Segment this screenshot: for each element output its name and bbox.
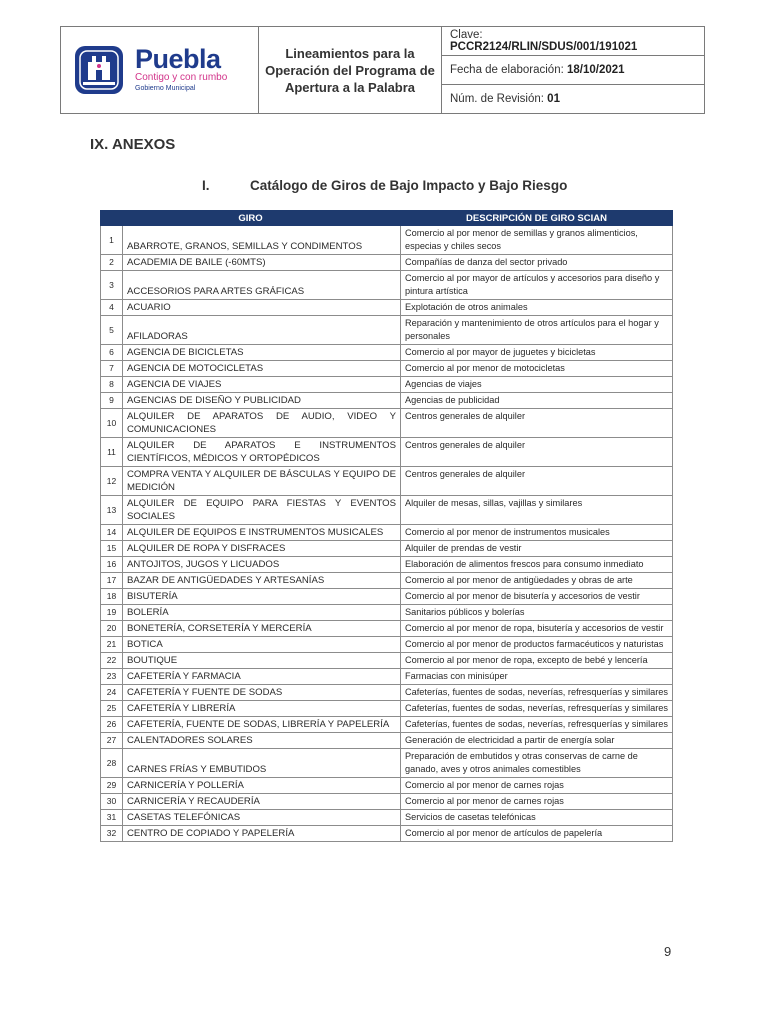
table-row <box>101 621 673 637</box>
row-descripcion: Generación de electricidad a partir de energía solar <box>401 733 673 749</box>
row-number: 13 <box>101 496 123 525</box>
row-descripcion: Centros generales de alquiler <box>401 409 673 438</box>
row-descripcion: Comercio al por menor de antigüedades y obras de arte <box>401 573 673 589</box>
giros-table <box>100 210 673 842</box>
fecha-row <box>442 56 704 85</box>
row-number: 17 <box>101 573 123 589</box>
clave-value: PCCR2124/RLIN/SDUS/001/191021 <box>450 41 638 53</box>
row-descripcion: Cafeterías, fuentes de sodas, neverías, refresquerías y similares <box>401 701 673 717</box>
row-giro: ALQUILER DE ROPA Y DISFRACES <box>123 541 401 557</box>
row-giro: AFILADORAS <box>123 316 401 345</box>
subsection-title <box>202 178 567 193</box>
row-descripcion: Explotación de otros animales <box>401 300 673 316</box>
table-row <box>101 653 673 669</box>
row-giro: ALQUILER DE APARATOS E INSTRUMENTOS CIENTÍFICOS, MÉDICOS Y ORTOPÉDICOS <box>123 438 401 467</box>
table-header-row <box>101 211 673 226</box>
row-giro: AGENCIA DE VIAJES <box>123 377 401 393</box>
row-number: 23 <box>101 669 123 685</box>
row-giro: AGENCIA DE MOTOCICLETAS <box>123 361 401 377</box>
row-descripcion: Comercio al por menor de artículos de papelería <box>401 826 673 842</box>
row-giro: ANTOJITOS, JUGOS Y LICUADOS <box>123 557 401 573</box>
row-descripcion: Agencias de publicidad <box>401 393 673 409</box>
row-giro: CAFETERÍA Y FARMACIA <box>123 669 401 685</box>
row-giro: ALQUILER DE EQUIPOS E INSTRUMENTOS MUSICALES <box>123 525 401 541</box>
row-descripcion: Comercio al por menor de semillas y granos alimenticios, especias y chiles secos <box>401 226 673 255</box>
row-giro: BISUTERÍA <box>123 589 401 605</box>
table-row <box>101 589 673 605</box>
row-giro: ACUARIO <box>123 300 401 316</box>
row-giro: COMPRA VENTA Y ALQUILER DE BÁSCULAS Y EQUIPO DE MEDICIÓN <box>123 467 401 496</box>
table-row <box>101 271 673 300</box>
row-descripcion: Cafeterías, fuentes de sodas, neverías, refresquerías y similares <box>401 685 673 701</box>
table-row <box>101 749 673 778</box>
table-body <box>101 226 673 842</box>
table-row <box>101 733 673 749</box>
table-row <box>101 393 673 409</box>
table-row <box>101 467 673 496</box>
row-descripcion: Comercio al por menor de carnes rojas <box>401 778 673 794</box>
table-row <box>101 361 673 377</box>
row-giro: BOUTIQUE <box>123 653 401 669</box>
table-row <box>101 438 673 467</box>
row-giro: ACADEMIA DE BAILE (-60MTS) <box>123 255 401 271</box>
row-giro: CALENTADORES SOLARES <box>123 733 401 749</box>
row-number: 18 <box>101 589 123 605</box>
row-descripcion: Comercio al por menor de productos farmacéuticos y naturistas <box>401 637 673 653</box>
table-row <box>101 300 673 316</box>
row-giro: CARNICERÍA Y POLLERÍA <box>123 778 401 794</box>
table-row <box>101 717 673 733</box>
row-descripcion: Centros generales de alquiler <box>401 467 673 496</box>
row-descripcion: Alquiler de mesas, sillas, vajillas y similares <box>401 496 673 525</box>
row-giro: BOTICA <box>123 637 401 653</box>
table-row <box>101 541 673 557</box>
row-number: 7 <box>101 361 123 377</box>
brand-tagline: Contigo y con rumbo <box>135 72 228 83</box>
row-number: 2 <box>101 255 123 271</box>
brand-government: Gobierno Municipal <box>135 85 196 92</box>
table-row <box>101 316 673 345</box>
row-descripcion: Comercio al por menor de bisutería y accesorios de vestir <box>401 589 673 605</box>
subsection-number: I. <box>202 178 210 193</box>
row-giro: BAZAR DE ANTIGÜEDADES Y ARTESANÍAS <box>123 573 401 589</box>
row-giro: CAFETERÍA, FUENTE DE SODAS, LIBRERÍA Y PAPELERÍA <box>123 717 401 733</box>
row-giro: CAFETERÍA Y LIBRERÍA <box>123 701 401 717</box>
subsection-text: Catálogo de Giros de Bajo Impacto y Bajo Riesgo <box>250 178 568 193</box>
table-row <box>101 409 673 438</box>
revision-row <box>442 85 704 113</box>
row-number: 26 <box>101 717 123 733</box>
header-descripcion: DESCRIPCIÓN DE GIRO SCIAN <box>401 211 673 226</box>
logo-block <box>61 27 259 113</box>
row-descripcion: Comercio al por mayor de artículos y accesorios para diseño y pintura artística <box>401 271 673 300</box>
row-descripcion: Cafeterías, fuentes de sodas, neverías, refresquerías y similares <box>401 717 673 733</box>
header-giro: GIRO <box>101 211 401 226</box>
row-descripcion: Servicios de casetas telefónicas <box>401 810 673 826</box>
row-giro: AGENCIAS DE DISEÑO Y PUBLICIDAD <box>123 393 401 409</box>
row-descripcion: Sanitarios públicos y bolerías <box>401 605 673 621</box>
row-giro: BONETERÍA, CORSETERÍA Y MERCERÍA <box>123 621 401 637</box>
row-giro: AGENCIA DE BICICLETAS <box>123 345 401 361</box>
document-header <box>60 26 705 114</box>
page-number: 9 <box>664 944 672 959</box>
clave-row <box>442 27 704 56</box>
row-giro: CASETAS TELEFÓNICAS <box>123 810 401 826</box>
row-descripcion: Comercio al por mayor de juguetes y bicicletas <box>401 345 673 361</box>
clave-label: Clave: <box>450 29 483 41</box>
table-row <box>101 605 673 621</box>
table-row <box>101 778 673 794</box>
table-row <box>101 810 673 826</box>
row-number: 20 <box>101 621 123 637</box>
row-descripcion: Reparación y mantenimiento de otros artículos para el hogar y personales <box>401 316 673 345</box>
row-number: 15 <box>101 541 123 557</box>
table-row <box>101 345 673 361</box>
row-number: 22 <box>101 653 123 669</box>
row-giro: CENTRO DE COPIADO Y PAPELERÍA <box>123 826 401 842</box>
table-row <box>101 496 673 525</box>
document-title: Lineamientos para la Operación del Programa de Apertura a la Palabra <box>259 27 442 113</box>
document-meta <box>442 27 704 113</box>
row-descripcion: Centros generales de alquiler <box>401 438 673 467</box>
table-row <box>101 573 673 589</box>
row-number: 11 <box>101 438 123 467</box>
row-descripcion: Comercio al por menor de instrumentos musicales <box>401 525 673 541</box>
row-descripcion: Compañías de danza del sector privado <box>401 255 673 271</box>
row-descripcion: Comercio al por menor de ropa, bisutería y accesorios de vestir <box>401 621 673 637</box>
row-number: 21 <box>101 637 123 653</box>
row-descripcion: Alquiler de prendas de vestir <box>401 541 673 557</box>
row-number: 24 <box>101 685 123 701</box>
row-descripcion: Preparación de embutidos y otras conservas de carne de ganado, aves y otros animales comestibles <box>401 749 673 778</box>
revision-label: Núm. de Revisión: <box>450 93 544 105</box>
row-number: 31 <box>101 810 123 826</box>
table-row <box>101 226 673 255</box>
row-number: 25 <box>101 701 123 717</box>
row-number: 3 <box>101 271 123 300</box>
row-number: 14 <box>101 525 123 541</box>
row-number: 28 <box>101 749 123 778</box>
row-giro: ABARROTE, GRANOS, SEMILLAS Y CONDIMENTOS <box>123 226 401 255</box>
table-row <box>101 794 673 810</box>
logo-wordmark <box>135 46 227 94</box>
row-number: 30 <box>101 794 123 810</box>
row-number: 12 <box>101 467 123 496</box>
row-giro: CAFETERÍA Y FUENTE DE SODAS <box>123 685 401 701</box>
row-number: 29 <box>101 778 123 794</box>
row-descripcion: Comercio al por menor de carnes rojas <box>401 794 673 810</box>
row-number: 6 <box>101 345 123 361</box>
row-giro: BOLERÍA <box>123 605 401 621</box>
fecha-label: Fecha de elaboración: <box>450 64 564 76</box>
row-descripcion: Comercio al por menor de ropa, excepto de bebé y lencería <box>401 653 673 669</box>
row-number: 27 <box>101 733 123 749</box>
row-descripcion: Comercio al por menor de motocicletas <box>401 361 673 377</box>
row-number: 10 <box>101 409 123 438</box>
table-row <box>101 701 673 717</box>
row-number: 32 <box>101 826 123 842</box>
row-giro: CARNES FRÍAS Y EMBUTIDOS <box>123 749 401 778</box>
row-giro: CARNICERÍA Y RECAUDERÍA <box>123 794 401 810</box>
table-row <box>101 377 673 393</box>
revision-value: 01 <box>547 93 560 105</box>
row-number: 1 <box>101 226 123 255</box>
row-descripcion: Agencias de viajes <box>401 377 673 393</box>
row-number: 9 <box>101 393 123 409</box>
table-row <box>101 669 673 685</box>
row-number: 8 <box>101 377 123 393</box>
table-row <box>101 255 673 271</box>
row-number: 5 <box>101 316 123 345</box>
row-number: 16 <box>101 557 123 573</box>
row-giro: ALQUILER DE EQUIPO PARA FIESTAS Y EVENTOS SOCIALES <box>123 496 401 525</box>
table-row <box>101 685 673 701</box>
fecha-value: 18/10/2021 <box>567 64 625 76</box>
row-number: 4 <box>101 300 123 316</box>
row-giro: ALQUILER DE APARATOS DE AUDIO, VIDEO Y COMUNICACIONES <box>123 409 401 438</box>
city-seal-icon <box>71 42 127 98</box>
row-giro: ACCESORIOS PARA ARTES GRÁFICAS <box>123 271 401 300</box>
row-descripcion: Elaboración de alimentos frescos para consumo inmediato <box>401 557 673 573</box>
table-row <box>101 525 673 541</box>
row-number: 19 <box>101 605 123 621</box>
table-row <box>101 826 673 842</box>
section-title: IX. ANEXOS <box>90 136 176 153</box>
row-descripcion: Farmacias con minisúper <box>401 669 673 685</box>
brand-name: Puebla <box>135 44 221 74</box>
table-row <box>101 557 673 573</box>
table-row <box>101 637 673 653</box>
